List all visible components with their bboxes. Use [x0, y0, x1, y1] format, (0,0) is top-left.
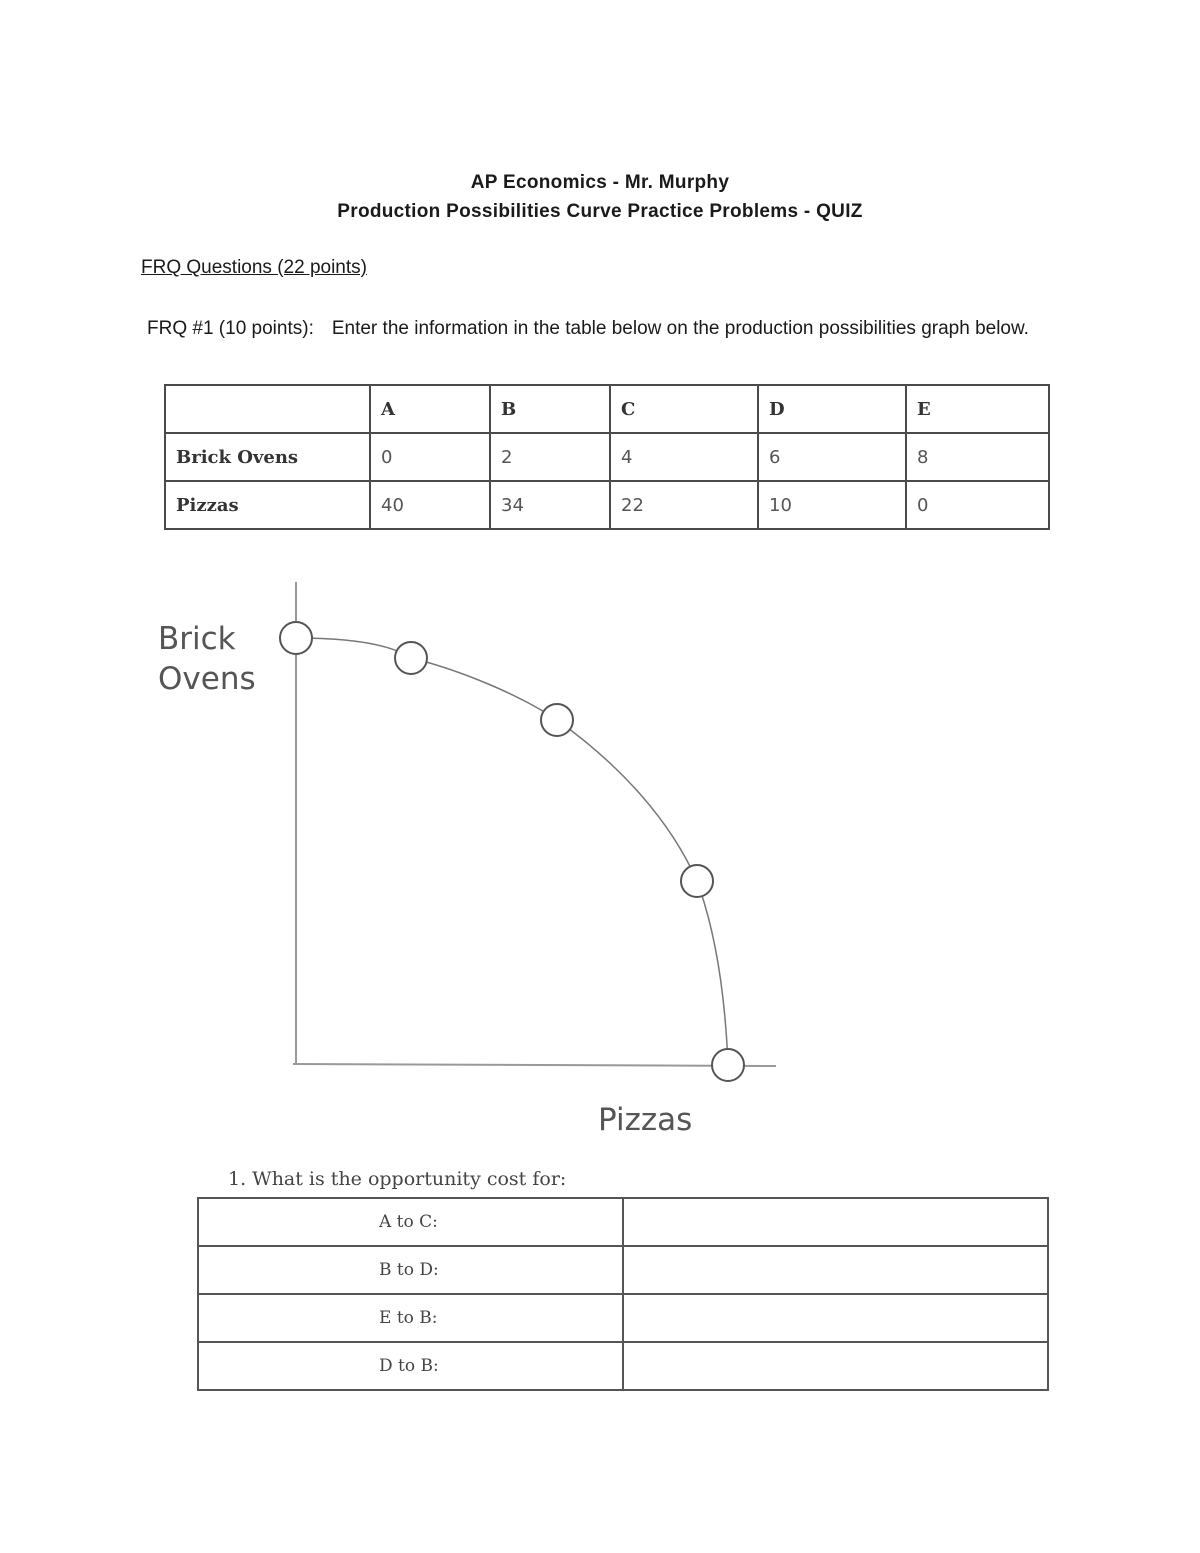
point-marker[interactable]: [681, 865, 713, 897]
table-cell: 0: [370, 433, 490, 481]
frq1-label: FRQ #1 (10 points):: [147, 318, 314, 339]
point-marker[interactable]: [541, 704, 573, 736]
point-marker[interactable]: [395, 642, 427, 674]
table-cell: 8: [906, 433, 1049, 481]
row-label: Brick Ovens: [165, 433, 370, 481]
question1-heading: 1. What is the opportunity cost for:: [228, 1168, 567, 1190]
oc-row-label: D to B:: [198, 1342, 623, 1390]
table-cell: 4: [610, 433, 758, 481]
document-title: AP Economics - Mr. Murphy: [470, 172, 730, 193]
x-axis-label: Pizzas: [598, 1102, 693, 1138]
x-axis: [293, 1064, 776, 1066]
table-col-header: C: [610, 385, 758, 433]
table-col-header: A: [370, 385, 490, 433]
oc-row-label: B to D:: [198, 1246, 623, 1294]
oc-row-label: A to C:: [198, 1198, 623, 1246]
table-row: [165, 481, 1049, 529]
table-cell: 10: [758, 481, 906, 529]
table-row: [198, 1198, 1048, 1246]
table-col-header: D: [758, 385, 906, 433]
answer-field[interactable]: [623, 1246, 1048, 1294]
table-row: [198, 1342, 1048, 1390]
table-cell: 6: [758, 433, 906, 481]
y-axis-label-line1: Brick: [158, 621, 236, 657]
document-subtitle: Production Possibilities Curve Practice Problems - QUIZ: [337, 201, 863, 222]
table-row: [165, 433, 1049, 481]
table-col-header: B: [490, 385, 610, 433]
frq1-prompt: [141, 315, 1041, 343]
table-row: [198, 1246, 1048, 1294]
answer-field[interactable]: [623, 1198, 1048, 1246]
table-cell: 2: [490, 433, 610, 481]
frq1-instructions: Enter the information in the table below on the production possibilities graph below.: [331, 318, 1029, 339]
row-label: Pizzas: [165, 481, 370, 529]
oc-row-label: E to B:: [198, 1294, 623, 1342]
table-cell: 0: [906, 481, 1049, 529]
table-col-header: E: [906, 385, 1049, 433]
point-marker[interactable]: [712, 1049, 744, 1081]
table-header-row: [165, 385, 1049, 433]
ppc-data-table: [164, 384, 1050, 530]
opportunity-cost-table: [197, 1197, 1049, 1391]
table-row: [198, 1294, 1048, 1342]
point-marker[interactable]: [280, 622, 312, 654]
table-corner-cell: [165, 385, 370, 433]
answer-field[interactable]: [623, 1342, 1048, 1390]
table-cell: 40: [370, 481, 490, 529]
y-axis-label-line2: Ovens: [158, 661, 256, 697]
ppc-curve: [296, 638, 728, 1065]
table-cell: 34: [490, 481, 610, 529]
section-heading: FRQ Questions (22 points): [141, 257, 367, 278]
answer-field[interactable]: [623, 1294, 1048, 1342]
ppc-graph: [0, 570, 900, 1150]
table-cell: 22: [610, 481, 758, 529]
